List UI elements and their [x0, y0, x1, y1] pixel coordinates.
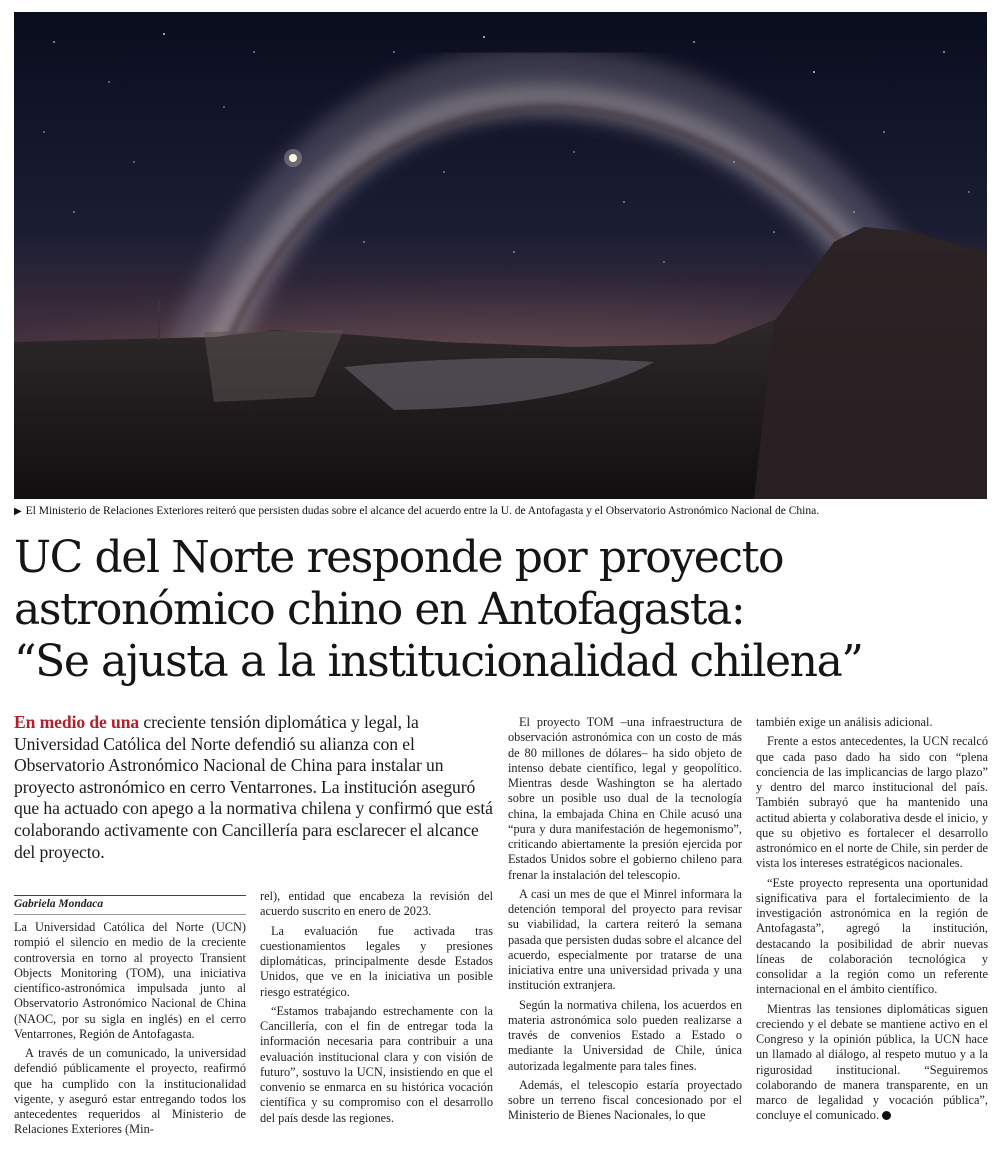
paragraph-final: [756, 1002, 988, 1124]
headline-line-3: “Se ajusta a la institucionalidad chilena”: [14, 636, 863, 687]
author-byline: Gabriela Mondaca: [14, 898, 104, 910]
caption-arrow-icon: ▶: [14, 506, 22, 517]
paragraph: también exige un análisis adicional.: [756, 715, 933, 729]
headline-line-1: UC del Norte responde por proyecto: [14, 532, 784, 583]
milky-way-landscape-image: [14, 12, 987, 499]
final-paragraph-text: Mientras las tensiones diplomáticas siguen creciendo y el debate se mantiene activo en el Congreso y la opinión pública, la UCN hace un llamado al diálogo, al respeto mutuo y a la rigurosidad institucional. “Seguiremos colaborando de manera transparente, en un marco de legalidad y vocación pública”, concluye el comunicado.: [756, 1001, 988, 1123]
paragraph: La evaluación fue activada tras cuestionamientos legales y presiones diplomáticas, principalmente desde Estados Unidos, que ve en la iniciativa un posible riesgo estratégico.: [260, 923, 493, 999]
paragraph: Además, el telescopio estaría proyectado sobre un terreno fiscal concesionado por el Ministerio de Bienes Nacionales, lo que: [508, 1077, 742, 1123]
body-column-1: [14, 920, 246, 1142]
photo-caption: [14, 504, 987, 517]
body-column-3: [508, 715, 742, 1128]
headline-line-2: astronómico chino en Antofagasta:: [14, 584, 745, 635]
end-of-article-bullet-icon: [882, 1111, 891, 1120]
paragraph: Según la normativa chilena, los acuerdos en materia astronómica solo pueden realizarse a través de convenios Estado a Estado o mediante la Universidad de Chile, única autorizada legalmente para tales fines.: [508, 997, 742, 1073]
paragraph: El proyecto TOM –una infraestructura de observación astronómica con un costo de más de 80 millones de dólares– ha sido objeto de intenso debate científico, legal y geopolítico. Mientras desde Washington se ha alertado sobre un posible uso dual de la tecnología china, la embajada China en Chile acusó una “pura y dura manifestación de hegemonismo”, criticando abiertamente la presión ejercida por Estados Unidos sobre el gobierno chileno para frenar la instalación del telescopio.: [508, 715, 742, 882]
article-lead: [14, 712, 504, 863]
paragraph: La Universidad Católica del Norte (UCN) rompió el silencio en medio de la creciente controversia en torno al proyecto Transient Objects Monitoring (TOM), una iniciativa científico-astronómica impulsada junto al Observatorio Astronómico Nacional de China (NAOC, por su sigla en inglés) en el cerro Ventarrones, Región de Antofagasta.: [14, 920, 246, 1041]
paragraph: A casi un mes de que el Minrel informara la detención temporal del proyecto para revisar su viabilidad, la cartera reiteró la semana pasada que persisten dudas sobre el alcance del acuerdo, especialmente por tratarse de una iniciativa entre una universidad privada y una institución extranjera.: [508, 886, 742, 993]
paragraph: “Este proyecto representa una oportunidad significativa para el fortalecimiento de la investigación astronómica en la región de Antofagasta”, agregó la institución, destacando la posibilidad de abrir nuevas líneas de colaboración tecnológica y consolidar a la región como un referente internacional en el ámbito científico.: [756, 875, 988, 997]
lead-text: creciente tensión diplomática y legal, la Universidad Católica del Norte defendió su alianza con el Observatorio Astronómico Nacional de China para instalar un proyecto astronómico en cerro Ventarrones. La institución aseguró que ha actuado con apego a la normativa chilena y confirmó que está colaborando activamente con Cancillería para esclarecer el alcance del proyecto.: [14, 712, 493, 862]
body-column-2: [260, 889, 493, 1130]
paragraph: rel), entidad que encabeza la revisión del acuerdo suscrito en enero de 2023.: [260, 889, 493, 919]
paragraph: A través de un comunicado, la universidad defendió públicamente el proyecto, reafirmó que ha cumplido con la institucionalidad vigente, y aseguró estar entregando todos los antecedentes requeridos al Ministerio de Relaciones Exteriores (Min-: [14, 1046, 246, 1137]
body-column-4: [756, 715, 988, 1128]
byline-bottom-rule: [14, 914, 246, 915]
byline-top-rule: [14, 895, 246, 896]
article-photo: [14, 12, 987, 499]
article-headline: [14, 532, 989, 688]
paragraph: “Estamos trabajando estrechamente con la Cancillería, con el fin de entregar toda la información necesaria para contribuir a una evaluación institucional clara y con visión de futuro”, sostuvo la UCN, insistiendo en que el convenio se enmarca en su histórica vocación científica y su compromiso con el desarrollo del país desde las regiones.: [260, 1003, 493, 1125]
paragraph: Frente a estos antecedentes, la UCN recalcó que cada paso dado ha sido con “plena conciencia de las implicancias de largo plazo” y dentro del marco institucional del país. También subrayó que ha mantenido una actitud abierta y colaborativa desde el inicio, y que su objetivo es fortalecer el desarrollo astronómico en el norte de Chile, sin perder de vista los intereses estratégicos nacionales.: [756, 734, 988, 871]
caption-text: El Ministerio de Relaciones Exteriores reiteró que persisten dudas sobre el alcance del acuerdo entre la U. de Antofagasta y el Observatorio Astronómico Nacional de China.: [25, 504, 820, 517]
lead-kicker: En medio de una: [14, 712, 140, 732]
